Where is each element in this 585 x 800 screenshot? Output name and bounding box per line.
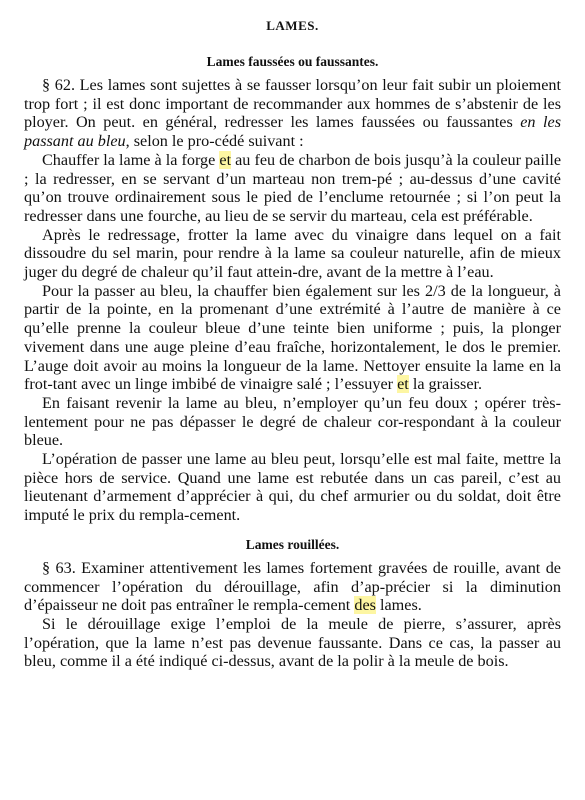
section-body-lames-rouillees [24, 559, 561, 671]
paragraph-revenir [24, 394, 561, 450]
text-run: Pour la passer au bleu, la chauffer bien également sur les 2/3 de la longueur, à partir de la pointe, en la promenant d’une extrémité à l’autre de manière à ce qu’elle prenne la couleur bleue d’une teinte bien uniforme ; puis, la plonger vivement dans une auge pleine d’eau fraîche, horizontalement, le dos le premier. L’auge doit avoir au moins la longueur de la lame. Nettoyer ensuite la lame en la frot-tant avec un linge imbibé de vinaigre salé ; l’essuyer [24, 281, 561, 394]
text-run: L’opération de passer une lame au bleu peut, lorsqu’elle est mal faite, mettre la pièce hors de service. Quand une lame est rebutée dans un cas pareil, c’est au lieutenant d’armement d’apprécier à qui, du chef armurier ou du soldat, doit être imputé le prix du rempla-cement. [24, 450, 561, 525]
text-run: au feu de charbon de bois jusqu’à la couleur paille ; la redresser, en se servant d’un marteau non trem-pé ; au-dessus d’une cavité qu’on trouve ordinairement sous le pied de l’enclume retournée ; si l’on peut la redresser dans une fourche, au lieu de se servir du marteau, cela est préférable. [24, 150, 562, 225]
paragraph-operation [24, 450, 561, 525]
text-run: la graisser. [408, 375, 483, 394]
section-title-lames-faussees: Lames faussées ou faussantes. [206, 54, 379, 69]
paragraph-derouillage [24, 615, 561, 671]
highlighted-text-run: et [219, 150, 232, 169]
section-title-lames-rouillees: Lames rouillées. [245, 536, 340, 552]
text-run: Chauffer la lame à la forge [42, 150, 220, 169]
text-run: § 63. Examiner attentivement les lames fortement gravées de rouille, avant de commencer l’opération du dérouillage, afin d’ap-précier si la diminution d’épaisseur ne doit pas entraîner le rempla-cement [24, 558, 561, 615]
paragraph-62-intro [24, 76, 561, 151]
running-head: LAMES. [266, 18, 319, 33]
highlighted-text-run: des [354, 596, 376, 615]
text-run: Après le redressage, frotter la lame avec du vinaigre dans lequel on a fait dissoudre du sel marin, pour rendre à la lame sa couleur naturelle, afin de mieux juger du degré de chaleur qu’il faut attein-dre, avant de la mettre à l’eau. [24, 225, 561, 282]
text-run: lames. [375, 596, 422, 615]
paragraph-chauffer [24, 151, 561, 226]
highlighted-text-run: et [397, 375, 409, 394]
text-run: En faisant revenir la lame au bleu, n’employer qu’un feu doux ; opérer très-lentement pour ne pas dépasser le degré de chaleur cor-respondant à la couleur bleue. [24, 393, 561, 450]
paragraph-redressage [24, 226, 561, 282]
text-run: , selon le pro-cédé suivant : [125, 132, 304, 151]
text-run: § 62. Les lames sont sujettes à se fausser lorsqu’on leur fait subir un ploiement trop fort ; il est donc important de recommander aux hommes de s’abstenir de les ployer. On peut. en général, redresser les lames faussées ou faussantes [24, 76, 561, 132]
paragraph-passer-au-bleu [24, 282, 561, 394]
italic-text-run: en les passant au bleu [24, 113, 561, 151]
paragraph-63-intro [24, 559, 561, 615]
section-body-lames-faussees [24, 76, 561, 525]
text-run: Si le dérouillage exige l’emploi de la meule de pierre, s’assurer, après l’opération, que la lame n’est pas devenue faussante. Dans ce cas, la passer au bleu, comme il a été indiqué ci-dessus, avant de la polir à la meule de bois. [24, 614, 561, 671]
